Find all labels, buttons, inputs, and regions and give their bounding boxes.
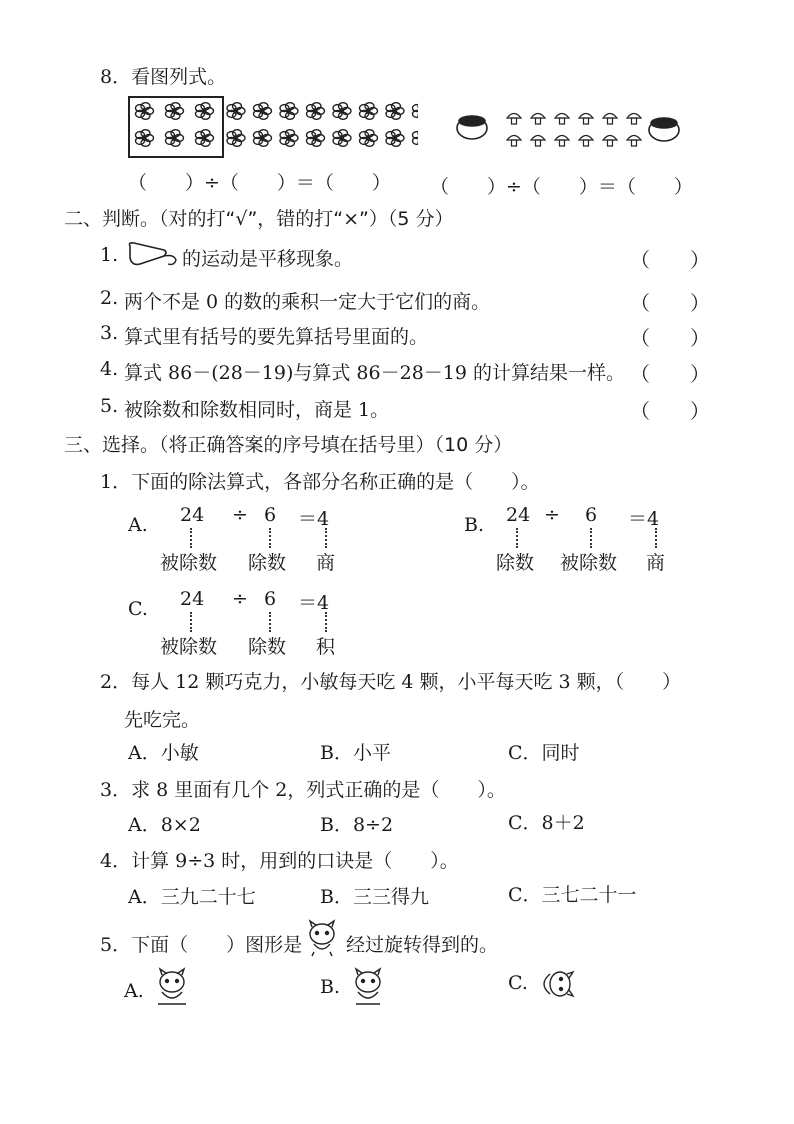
flower-icon (254, 130, 272, 147)
s3-q4-option-b[interactable]: B．三三得九 (320, 886, 429, 908)
s3-q2-text-2: 先吃完。 (124, 709, 201, 731)
b-word-3: 商 (646, 552, 666, 574)
b-quotient: ＝4 (628, 508, 660, 530)
q8-title: 8．看图列式。 (100, 66, 227, 88)
flower-icon (280, 130, 298, 147)
q8-left-formula[interactable]: （ ）÷（ ）＝（ ） (128, 172, 391, 194)
s2-item-3-answer[interactable]: （ ） (630, 326, 710, 350)
flower-icon (227, 130, 245, 147)
b-dash-3 (655, 528, 657, 548)
s2-item-1-num: 1. (100, 244, 119, 266)
b-word-1: 除数 (496, 552, 535, 574)
s2-item-5-text: 被除数和除数相同时，商是 1。 (124, 399, 390, 421)
flower-icon (386, 103, 404, 120)
s2-item-2-text: 两个不是 0 的数的乘积一定大于它们的商。 (124, 291, 491, 313)
s3-q5-option-c[interactable]: C. (508, 972, 528, 994)
flower-icon (227, 103, 245, 120)
s3-q5-option-a[interactable]: A. (124, 980, 144, 1002)
mushroom-icon (579, 114, 593, 125)
flower-icon (166, 130, 184, 147)
q8-right-formula[interactable]: （ ）÷（ ）＝（ ） (430, 176, 693, 198)
c-word-3: 积 (316, 636, 336, 658)
mushroom-icon (507, 136, 521, 147)
s3-q1-option-b[interactable]: B. (464, 514, 485, 536)
a-dash-1 (190, 528, 192, 548)
c-dash-3 (325, 612, 327, 632)
flower-icon (280, 103, 298, 120)
b-divisor-num: 6 (585, 504, 598, 526)
flower-icon (166, 103, 184, 120)
c-dash-2 (269, 612, 271, 632)
section2-header: 二、判断。（对的打“√”，错的打“×”）（5 分） (64, 208, 454, 230)
c-product: ＝4 (298, 592, 330, 614)
s3-q1-option-a[interactable]: A. (128, 514, 148, 536)
b-dash-1 (516, 528, 518, 548)
s3-q4-option-a[interactable]: A．三九二十七 (128, 886, 256, 908)
mushroom-icon (603, 136, 617, 147)
s3-q2-option-c[interactable]: C．同时 (508, 742, 580, 764)
b-div-sign: ÷ (544, 504, 560, 526)
s2-item-4-answer[interactable]: （ ） (630, 362, 710, 386)
flower-icon (333, 130, 351, 147)
flower-icon (413, 103, 419, 120)
iron-icon (124, 238, 182, 272)
s3-q5-text-before: 5．下面（ ）图形是 (100, 934, 303, 956)
a-div-sign: ÷ (232, 504, 248, 526)
c-word-1: 被除数 (160, 636, 218, 658)
flower-icon (136, 130, 154, 147)
s3-q3-option-b[interactable]: B．8÷2 (320, 814, 394, 836)
s2-item-5-answer[interactable]: （ ） (630, 399, 710, 423)
s2-item-3-text: 算式里有括号的要先算括号里面的。 (124, 326, 429, 348)
mushroom-icon (555, 114, 569, 125)
s3-q4-option-c[interactable]: C．三七二十一 (508, 884, 637, 906)
cat-option-b-icon (346, 966, 390, 1010)
s2-item-1-answer[interactable]: （ ） (630, 248, 710, 272)
c-word-2: 除数 (248, 636, 287, 658)
s2-item-5-num: 5. (100, 395, 119, 417)
s3-q2-option-a[interactable]: A．小敏 (128, 742, 199, 764)
s2-item-2-num: 2. (100, 287, 119, 309)
basket-icons (452, 106, 692, 158)
s2-item-1-text: 的运动是平移现象。 (182, 248, 354, 270)
s2-item-2-answer[interactable]: （ ） (630, 291, 710, 315)
a-quotient: ＝4 (298, 508, 330, 530)
flower-icon (386, 130, 404, 147)
s3-q1-option-c[interactable]: C. (128, 598, 148, 620)
mushroom-icon (627, 114, 641, 125)
s2-item-4-text: 算式 86－(28－19)与算式 86－28－19 的计算结果一样。 (124, 362, 626, 384)
flower-icon (360, 103, 378, 120)
section3-header: 三、选择。（将正确答案的序号填在括号里）（10 分） (64, 434, 513, 456)
flower-icon (333, 103, 351, 120)
mushroom-icon (603, 114, 617, 125)
b-dash-2 (590, 528, 592, 548)
s3-q2-option-b[interactable]: B．小平 (320, 742, 391, 764)
flower-icons (128, 96, 418, 156)
flower-icon (196, 130, 214, 147)
s3-q4-text: 4．计算 9÷3 时，用到的口诀是（ ）。 (100, 850, 459, 872)
b-dividend-num: 24 (506, 504, 531, 526)
flower-icon (136, 103, 154, 120)
c-div-sign: ÷ (232, 588, 248, 610)
b-word-2: 被除数 (560, 552, 618, 574)
s3-q3-option-a[interactable]: A．8×2 (128, 814, 201, 836)
mushroom-icon (555, 136, 569, 147)
s3-q5-text-after: 经过旋转得到的。 (346, 934, 499, 956)
flower-icon (360, 130, 378, 147)
s3-q3-text: 3．求 8 里面有几个 2，列式正确的是（ ）。 (100, 779, 506, 801)
c-divisor-num: 6 (264, 588, 277, 610)
mushroom-icon (579, 136, 593, 147)
a-word-2: 除数 (248, 552, 287, 574)
flower-icon (413, 130, 419, 147)
s3-q2-text-1: 2．每人 12 颗巧克力，小敏每天吃 4 颗，小平每天吃 3 颗，（ ） (100, 671, 682, 693)
a-word-3: 商 (316, 552, 336, 574)
c-dividend-num: 24 (180, 588, 205, 610)
cat-option-c-icon (532, 962, 576, 1006)
mushroom-icon (627, 136, 641, 147)
flower-icon (307, 103, 325, 120)
s3-q3-option-c[interactable]: C．8＋2 (508, 812, 585, 834)
s3-q5-option-b[interactable]: B. (320, 976, 341, 998)
c-dash-1 (190, 612, 192, 632)
cat-reference-icon (302, 918, 342, 958)
a-dividend-num: 24 (180, 504, 205, 526)
s2-item-3-num: 3. (100, 322, 119, 344)
a-divisor-num: 6 (264, 504, 277, 526)
flower-icon (254, 103, 272, 120)
a-dash-2 (269, 528, 271, 548)
a-word-1: 被除数 (160, 552, 218, 574)
mushroom-icon (531, 136, 545, 147)
a-dash-3 (325, 528, 327, 548)
flower-icon (196, 103, 214, 120)
cat-option-a-icon (150, 966, 194, 1010)
s3-q1-text: 1．下面的除法算式，各部分名称正确的是（ ）。 (100, 471, 540, 493)
mushroom-icon (531, 114, 545, 125)
s2-item-4-num: 4. (100, 358, 119, 380)
mushroom-icon (507, 114, 521, 125)
flower-icon (307, 130, 325, 147)
